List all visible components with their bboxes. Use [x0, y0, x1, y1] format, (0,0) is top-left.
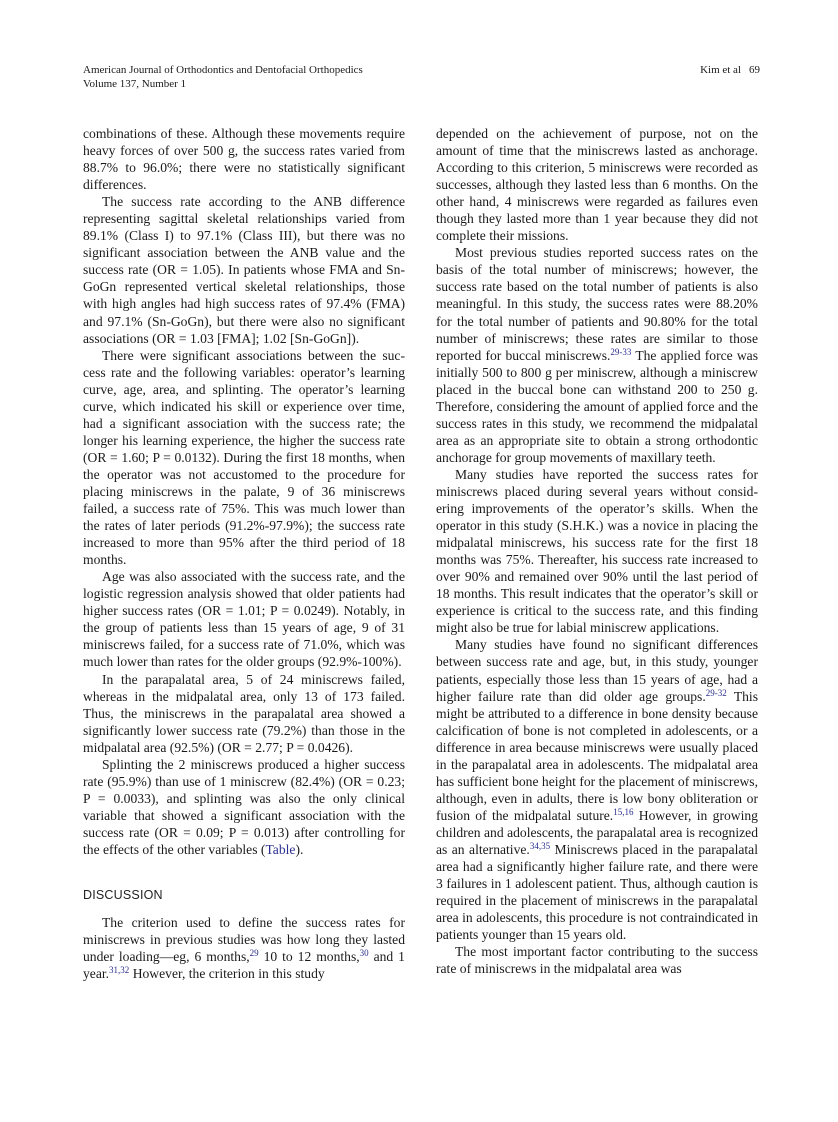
- table-link[interactable]: Table: [265, 841, 296, 857]
- citation-link[interactable]: 29: [249, 948, 259, 959]
- journal-title: American Journal of Orthodontics and Dentofacial Orthopedics: [83, 64, 363, 76]
- citation-link[interactable]: 31,32: [109, 965, 130, 976]
- paragraph: In the parapalatal area, 5 of 24 miniscrews failed, whereas in the midpalatal area, only 13 of 173 failed. Thus, the miniscrews in the parapalatal area showed a significantly lower success rate (79.2%) than those in the midpalatal area (92.5%) (OR = 2.77; P = 0.0426).: [83, 671, 405, 755]
- paragraph: Age was also associated with the success rate, and the logistic regression analysis showed that older patients had higher success rates (OR = 1.01; P = 0.0249). Notably, in the group of patients less than 15 years of age, 9 of 31 miniscrews failed, for a success rate of 71.0%, which was much lower than rates for the older groups (92.9%-100%).: [83, 569, 405, 670]
- citation-link[interactable]: 15,16: [613, 806, 634, 817]
- authors: Kim et al: [700, 64, 741, 76]
- paragraph: Many studies have found no significant differences between success rate and age, but, in this study, younger patients, especially those less than 15 years of age, had a higher failure rate than did older age groups.$^{29-32}$ This might be attributed to a difference in bone density because calcification of bone is not completed in adolescents, or a difference in area because miniscrews were usually placed in the parapalatal area in adolescents. The midpalatal area has sufficient bone height for the placement of miniscrews, although, even in adults, there is low bony obliteration or fusion of the midpalatal suture.$^{15,16}$ However, in growing children and adolescents, the parapalatal area is recognized as an alternative.$^{34,35}$ Miniscrews placed in the parapalatal area had a significantly higher failure rate, and there were 3 failures in 1 adolescent patient. Thus, although caution is required in the placement of miniscrews in the parapalatal area in adolescents, this procedure is not contraindicated in patients younger than 15 years old.: [436, 637, 758, 943]
- paragraph: The success rate according to the ANB difference representing sagittal skeletal relationships varied from 89.1% (Class I) to 97.1% (Class III), but there was no significant association between the ANB value and the success rate (OR = 1.05). In patients whose FMA and Sn-GoGn represented vertical skeletal relationships, those with high angles had high success rates of 97.4% (FMA) and 97.1% (Sn-GoGn), but there were also no significant associations (OR = 1.03 [FMA]; 1.02 [Sn-GoGn]).: [83, 194, 405, 346]
- paragraph: There were significant associations between the success rate and the following variables: operator’s learning curve, age, area, and splinting. The operator’s learning curve, which indicated his skill or experience over time, had a significant association with the success rate; the longer his learning experience, the higher the success rate (OR = 1.60; P = 0.0132). During the first 18 months, when the operator was not accustomed to the procedure for placing miniscrews in the palate, 9 of 36 miniscrews failed, a success rate of 75%. This was much lower than the rates of later periods (91.2%-97.9%); the success rate increased to more than 95% after the third period of 18 months.: [83, 347, 405, 568]
- citation-link[interactable]: 29-33: [610, 346, 632, 357]
- section-heading-discussion: DISCUSSION: [83, 888, 163, 903]
- right-column: [436, 125, 758, 977]
- page-number: 69: [749, 64, 760, 76]
- paragraph: Many studies have reported the success rates for miniscrews placed during several years without considering improvements of the operator’s skills. When the operator in this study (S.H.K.) was a novice in placing the midpalatal miniscrews, his success rate for the first 18 months was 75%. Thereafter, his success rate increased to over 90% and remained over 90% until the last period of 18 months. This result indicates that the operator’s skill or experience is critical to the success rate, and this finding might also be true for labial miniscrew applications.: [436, 466, 758, 636]
- journal-info: [83, 63, 363, 91]
- journal-volume: Volume 137, Number 1: [83, 78, 187, 90]
- paragraph: Splinting the 2 miniscrews produced a higher success rate (95.9%) than use of 1 miniscrew (82.4%) (OR = 0.23; P = 0.0033), and splinting was also the only clinical variable that showed a significant association with the success rate (OR = 0.09; P = 0.013) after controlling for the effects of the other variables (Table).: [83, 756, 405, 857]
- citation-link[interactable]: 29-32: [705, 687, 727, 698]
- citation-link[interactable]: 30: [359, 948, 369, 959]
- left-column: [83, 125, 405, 982]
- page-info: [700, 63, 760, 77]
- paragraph: combinations of these. Although these movements require heavy forces of over 500 g, the success rates varied from 88.7% to 96.0%; there were no statistically significant differences.: [83, 126, 405, 193]
- paragraph: depended on the achievement of purpose, not on the amount of time that the miniscrews lasted as anchorage. According to this criterion, 5 miniscrews were recorded as successes, although they lasted less than 6 months. On the other hand, 4 miniscrews were regarded as failures even though they lasted more than 1 year because they did not complete their missions.: [436, 126, 758, 244]
- citation-link[interactable]: 34,35: [529, 840, 551, 851]
- paragraph: Most previous studies reported success rates on the basis of the total number of miniscrews; however, the success rate based on the total number of patients is also meaningful. In this study, the success rates were 88.20% for the total number of patients and 90.80% for the total number of miniscrews; these rates are similar to those reported for buccal miniscrews.$^{29-33}$ The applied force was initially 500 to 800 g per miniscrew, although a miniscrew placed in the buccal bone can withstand 200 to 250 g. Therefore, considering the amount of applied force and the success rates in this study, we recommend the midpalatal area as an appropriate site to obtain a strong orthodontic anchorage for group movements of maxillary teeth.: [436, 245, 758, 465]
- paragraph: The most important factor contributing to the success rate of miniscrews in the midpalatal area was: [436, 944, 758, 977]
- paragraph: The criterion used to define the success rates for miniscrews in previous studies was how long they lasted under loading—eg, 6 months,$^{29}$ 10 to 12 months,$^{30}$ and 1 year.$^{31,32}$ However, the criterion in this study: [83, 915, 405, 982]
